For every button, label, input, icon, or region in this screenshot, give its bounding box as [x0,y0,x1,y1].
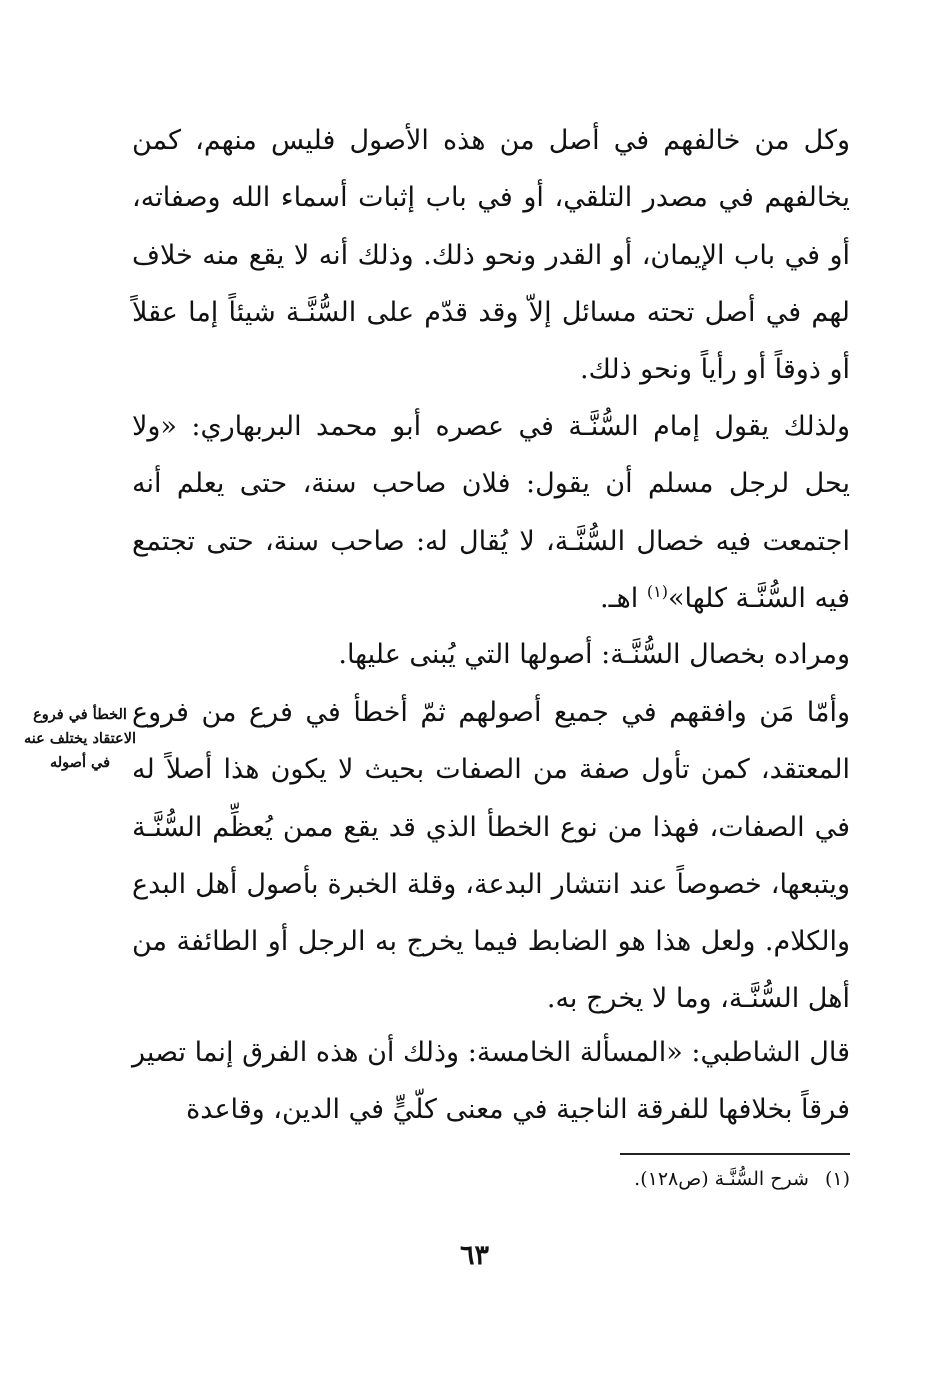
paragraph-1: وكل من خالفهم في أصل من هذه الأصول فليس منهم، كمن يخالفهم في مصدر التلقي، أو في باب إثبات أسماء الله وصفاته، أو في باب الإيمان، أو القدر ونحو ذلك. وذلك أنه لا يقع منه خلاف لهم في أصل تحته مسائل إلاّ وقد قدّم على السُّنَّـة شيئاً إما عقلاً أو ذوقاً أو رأياً ونحو ذلك. [132,125,850,386]
footnote-divider [620,1153,850,1155]
page-number: ٦٣ [459,1240,489,1271]
paragraph-2 [132,398,850,627]
paragraph-5: قال الشاطبي: «المسألة الخامسة: وذلك أن هذه الفرق إنما تصير فرقاً بخلافها للفرقة الناجية في معنى كلّيٍّ في الدين، وقاعدة [132,1037,850,1126]
footnote [132,1164,850,1194]
margin-heading-note: الخطأ في فروع الاعتقاد يختلف عنه في أصوله [23,706,136,771]
footnote-reference-marker: (١) [646,581,668,601]
paragraph-2-text: ولذلك يقول إمام السُّنَّـة في عصره أبو محمد البربهاري: «ولا يحل لرجل مسلم أن يقول: فلان صاحب سنة، حتى يعلم أنه اجتمعت فيه خصال السُّنَّـة، لا يُقال له: صاحب سنة، حتى تجتمع فيه السُّنَّـة كلها» [132,411,850,614]
footnote-number: (١) [824,1168,850,1190]
paragraph-4: وأمّا مَن وافقهم في جميع أصولهم ثمّ أخطأ في فرع من فروع المعتقد، كمن تأول صفة من الصفات بحيث لا يكون هذا أصلاً له في الصفات، فهذا من نوع الخطأ الذي قد يقع ممن يُعظِّم السُّنَّـة ويتبعها، خصوصاً عند انتشار البدعة، وقلة الخبرة بأصول أهل البدع والكلام. ولعل هذا هو الضابط فيما يخرج به الرجل أو الطائفة من أهل السُّنَّـة، وما لا يخرج به. [132,697,850,1015]
paragraph-3: ومراده بخصال السُّنَّـة: أصولها التي يُبنى عليها. [338,639,850,670]
footnote-text: شرح السُّنَّـة (ص١٢٨). [634,1168,809,1190]
paragraph-2-tail: اهـ. [600,582,647,614]
